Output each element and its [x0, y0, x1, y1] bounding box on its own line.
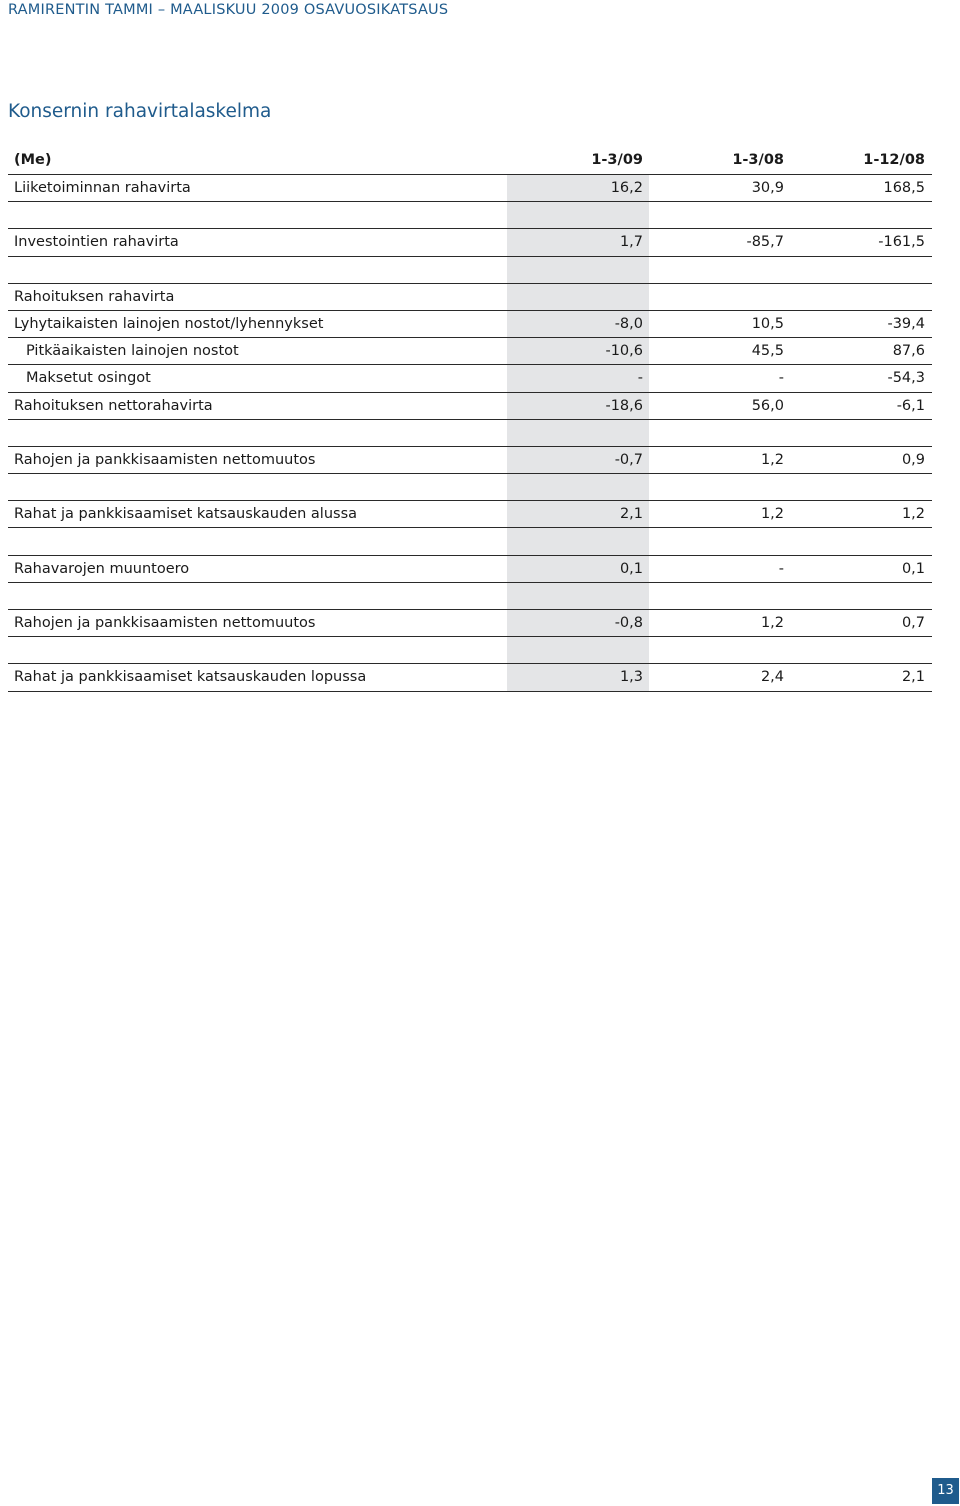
document-header: RAMIRENTIN TAMMI – MAALISKUU 2009 OSAVUOSIKATSAUS [8, 2, 449, 18]
row-label: Pitkäaikaisten lainojen nostot [26, 343, 239, 360]
table-row [8, 474, 932, 501]
table-row [8, 175, 932, 202]
row-label: Investointien rahavirta [14, 234, 179, 251]
row-value-v3: 168,5 [883, 180, 925, 196]
row-value-v3: -39,4 [887, 315, 925, 332]
cash-flow-table [8, 146, 932, 692]
row-label: Rahavarojen muuntoero [14, 560, 190, 577]
page-number: 13 [932, 1478, 959, 1504]
table-row [8, 202, 932, 229]
row-value-v3: 87,6 [892, 343, 925, 360]
table-row [8, 420, 932, 447]
row-value-v2: - [778, 560, 784, 577]
column-header-1-3-08: 1-3/08 [732, 152, 784, 168]
row-value-v1: -8,0 [614, 315, 643, 332]
row-label: Rahoituksen rahavirta [14, 288, 175, 305]
table-row [8, 229, 932, 256]
row-value-v2: -85,7 [746, 234, 784, 251]
table-row [8, 610, 932, 637]
column-header-unit: (Me) [14, 152, 52, 168]
row-label: Rahoituksen nettorahavirta [14, 397, 213, 414]
row-value-v2: 10,5 [751, 315, 784, 332]
row-value-v3: 1,2 [901, 506, 925, 523]
table-row [8, 528, 932, 555]
table-row [8, 365, 932, 392]
row-value-v2: 1,2 [760, 615, 784, 631]
row-label: Maksetut osingot [26, 370, 151, 387]
table-row [8, 393, 932, 420]
column-header-1-3-09: 1-3/09 [591, 152, 643, 168]
row-value-v2: 2,4 [760, 669, 784, 686]
row-value-v1: 16,2 [610, 180, 643, 196]
row-value-v1: 1,7 [619, 234, 643, 251]
table-body [8, 175, 932, 692]
row-value-v2: 30,9 [751, 180, 784, 196]
row-label: Rahojen ja pankkisaamisten nettomuutos [14, 615, 316, 631]
row-value-v2: 45,5 [751, 343, 784, 360]
table-row [8, 284, 932, 311]
row-value-v1: 1,3 [619, 669, 643, 686]
row-label: Rahat ja pankkisaamiset katsauskauden lopussa [14, 669, 367, 686]
row-value-v3: 2,1 [901, 669, 925, 686]
table-row [8, 311, 932, 338]
row-value-v2: - [778, 370, 784, 387]
table-header-row [8, 146, 932, 175]
row-value-v2: 1,2 [760, 451, 784, 468]
column-header-1-12-08: 1-12/08 [863, 152, 925, 168]
table-row [8, 338, 932, 365]
row-value-v3: -54,3 [887, 370, 925, 387]
row-value-v3: -161,5 [878, 234, 925, 251]
row-value-v3: -6,1 [896, 397, 925, 414]
row-label: Liiketoiminnan rahavirta [14, 180, 191, 196]
page-title: Konsernin rahavirtalaskelma [8, 101, 272, 122]
row-value-v2: 1,2 [760, 506, 784, 523]
row-value-v1: 2,1 [619, 506, 643, 523]
table-row [8, 257, 932, 284]
table-row [8, 637, 932, 664]
row-value-v1: 0,1 [619, 560, 643, 577]
row-label: Rahat ja pankkisaamiset katsauskauden alussa [14, 506, 358, 523]
row-label: Rahojen ja pankkisaamisten nettomuutos [14, 451, 316, 468]
row-value-v3: 0,9 [901, 451, 925, 468]
row-value-v1: -0,7 [614, 451, 643, 468]
row-value-v1: - [637, 370, 643, 387]
table-row [8, 664, 932, 691]
row-value-v3: 0,1 [901, 560, 925, 577]
row-value-v1: -10,6 [605, 343, 643, 360]
table-row [8, 583, 932, 610]
row-label: Lyhytaikaisten lainojen nostot/lyhennykset [14, 315, 324, 332]
row-value-v1: -0,8 [614, 615, 643, 631]
row-value-v2: 56,0 [751, 397, 784, 414]
table-row [8, 501, 932, 528]
table-row [8, 447, 932, 474]
table-row [8, 556, 932, 583]
row-value-v1: -18,6 [605, 397, 643, 414]
row-value-v3: 0,7 [901, 615, 925, 631]
